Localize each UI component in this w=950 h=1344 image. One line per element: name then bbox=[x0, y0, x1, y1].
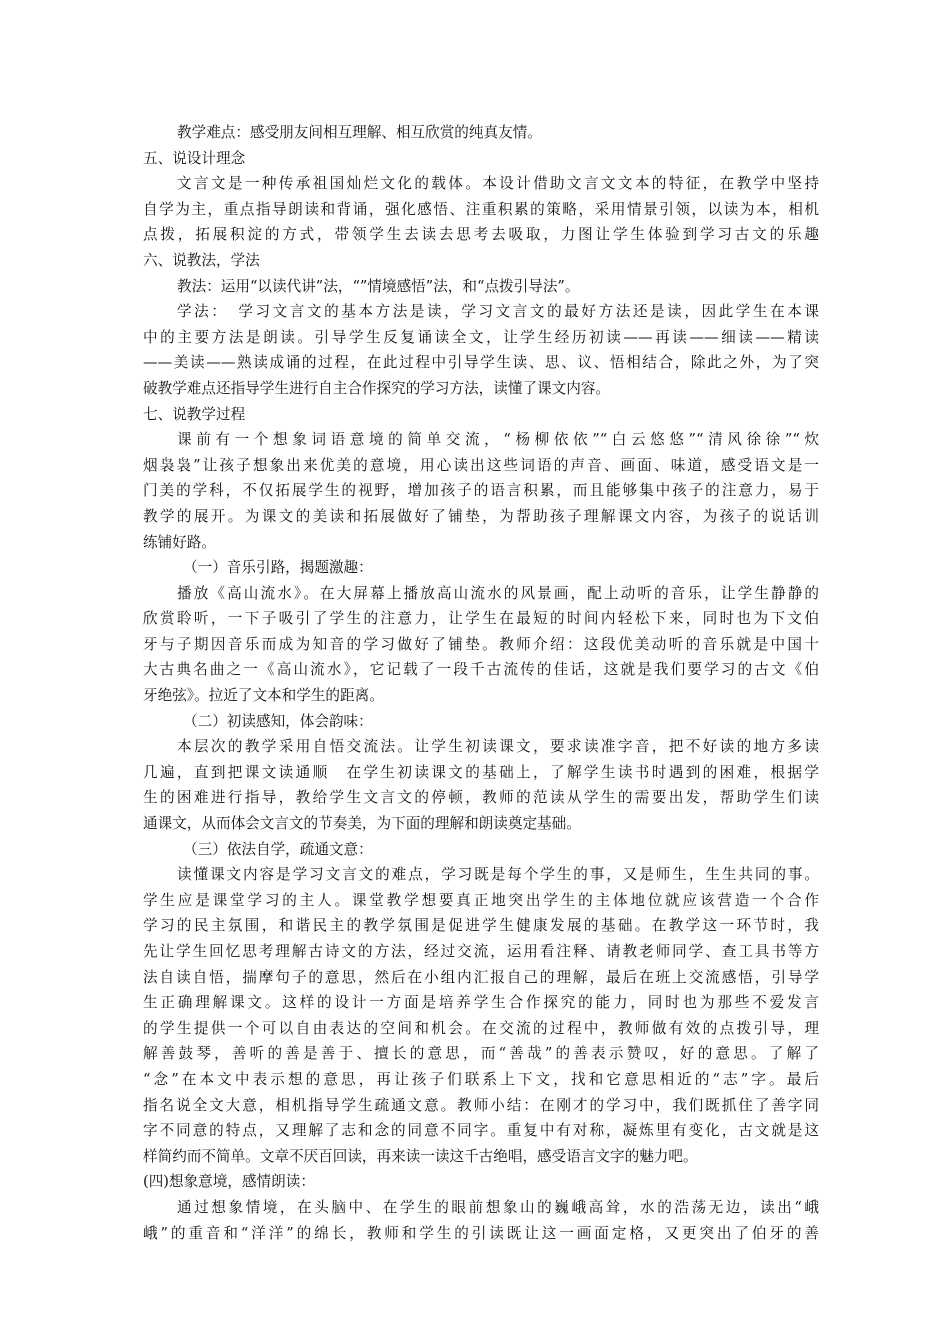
text-line: 先让学生回忆思考理解古诗文的方法，经过交流，运用看注释、请教老师同学、查工具书等方 bbox=[143, 943, 819, 960]
text-line: 门美的学科，不仅拓展学生的视野，增加孩子的语言积累，而且能够集中孩子的注意力，易于 bbox=[143, 482, 819, 500]
text-line: 样简约而不简单。文章不厌百回读，再来读一读这千古绝唱，感受语言文字的魅力吧。 bbox=[143, 1147, 698, 1165]
text-line: “念”在本文中表示想的意思，再让孩子们联系上下文，找和它意思相近的“志”字。最后 bbox=[143, 1070, 819, 1088]
text-line: 的学生提供一个可以自由表达的空间和机会。在交流的过程中，教师做有效的点拨引导，理 bbox=[143, 1019, 819, 1037]
text-line: 解善鼓琴，善听的善是善于、擅长的意思，而“善哉”的善表示赞叹，好的意思。了解了 bbox=[143, 1045, 819, 1063]
text-line: （三）依法自学，疏通文意： bbox=[183, 840, 373, 858]
text-line: 自学为主，重点指导朗读和背诵，强化感悟、注重积累的策略，采用情景引领，以读为本，相机 bbox=[143, 200, 819, 218]
text-line: 牙绝弦》。拉近了文本和学生的距离。 bbox=[143, 687, 384, 705]
text-line: 五、说设计理念 bbox=[143, 149, 246, 167]
text-line: （一）音乐引路，揭题激趣： bbox=[183, 559, 373, 577]
text-line: 教学难点：感受朋友间相互理解、相互欣赏的纯真友情。 bbox=[177, 124, 542, 141]
text-line: 通课文，从而体会文言文的节奏美，为下面的理解和朗读奠定基础。 bbox=[143, 815, 581, 833]
text-line: 生的困难进行指导，教给学生文言文的停顿，教师的范读从学生的需要出发，帮助学生们读 bbox=[143, 789, 819, 807]
text-line: 指名说全文大意，相机指导学生疏通文意。教师小结：在刚才的学习中，我们既抓住了善字同 bbox=[143, 1096, 819, 1114]
text-line: 烟袅袅”让孩子想象出来优美的意境，用心读出这些词语的声音、画面、味道，感受语文是一 bbox=[143, 456, 819, 474]
text-line: 欣赏聆听，一下子吸引了学生的注意力，让学生在最短的时间内轻松下来，同时也为下文伯 bbox=[143, 610, 819, 628]
text-line: 点拨，拓展积淀的方式，带领学生去读去思考去吸取，力图让学生体验到学习古文的乐趣 bbox=[143, 226, 819, 244]
text-line: 中的主要方法是朗读。引导学生反复诵读全文，让学生经历初读——再读——细读——精读 bbox=[143, 328, 819, 346]
text-line: 课前有一个想象词语意境的简单交流，“杨柳依依”“白云悠悠”“清风徐徐”“炊 bbox=[177, 431, 819, 449]
text-line: 教法：运用“以读代讲”法，“”情境感悟”法，和“点拨引导法”。 bbox=[177, 277, 580, 295]
text-line: ——美读——熟读成诵的过程，在此过程中引导学生读、思、议、悟相结合，除此之外，为了突 bbox=[143, 354, 819, 372]
text-line: （二）初读感知，体会韵味： bbox=[183, 712, 373, 730]
text-line: 生正确理解课文。这样的设计一方面是培养学生合作探究的能力，同时也为那些不爱发言 bbox=[143, 994, 819, 1012]
text-line: 大古典名曲之一《高山流水》，它记载了一段千古流传的佳话，这就是我们要学习的古文《伯 bbox=[143, 661, 819, 679]
text-line: 本层次的教学采用自悟交流法。让学生初读课文，要求读准字音，把不好读的地方多读 bbox=[177, 738, 819, 756]
text-line: 破教学难点还指导学生进行自主合作探究的学习方法，读懂了课文内容。 bbox=[143, 379, 611, 397]
text-line: 峨”的重音和“洋洋”的绵长，教师和学生的引读既让这一画面定格，又更突出了伯牙的善 bbox=[143, 1224, 819, 1242]
document-page bbox=[143, 120, 819, 1246]
text-line: 七、说教学过程 bbox=[143, 405, 246, 423]
text-line: 学生应是课堂学习的主人。课堂教学想要真正地突出学生的主体地位就应该营造一个合作 bbox=[143, 891, 819, 909]
text-line: 教学的展开。为课文的美读和拓展做好了铺垫，为帮助孩子理解课文内容，为孩子的说话训 bbox=[143, 507, 819, 525]
text-line: 学法： 学习文言文的基本方法是读，学习文言文的最好方法还是读，因此学生在本课 bbox=[177, 303, 819, 321]
text-line: (四)想象意境，感情朗读： bbox=[143, 1173, 315, 1191]
text-line: 练铺好路。 bbox=[143, 533, 216, 551]
text-line: 字不同意的特点，又理解了志和念的同意不同字。重复中有对称，凝炼里有变化，古文就是这 bbox=[143, 1122, 819, 1140]
text-line: 牙与子期因音乐而成为知音的学习做好了铺垫。教师介绍：这段优美动听的音乐就是中国十 bbox=[143, 635, 819, 653]
text-line: 读懂课文内容是学习文言文的难点，学习既是每个学生的事，又是师生，生生共同的事。 bbox=[177, 866, 819, 884]
text-line: 六、说教法，学法 bbox=[143, 251, 260, 269]
text-line: 法自读自悟，揣摩句子的意思，然后在小组内汇报自己的理解，最后在班上交流感悟，引导学 bbox=[143, 968, 819, 986]
text-line: 几遍，直到把课文读通顺 在学生初读课文的基础上，了解学生读书时遇到的困难，根据学 bbox=[143, 763, 819, 781]
text-line: 通过想象情境，在头脑中、在学生的眼前想象山的巍峨高耸，水的浩荡无边，读出“峨 bbox=[177, 1198, 819, 1216]
text-line: 学习的民主氛围，和谐民主的教学氛围是促进学生健康发展的基础。在教学这一环节时，我 bbox=[143, 917, 819, 935]
text-line: 播放《高山流水》。在大屏幕上播放高山流水的风景画，配上动听的音乐，让学生静静的 bbox=[177, 584, 819, 602]
text-line: 文言文是一种传承祖国灿烂文化的载体。本设计借助文言文文本的特征，在教学中坚持 bbox=[177, 175, 819, 193]
